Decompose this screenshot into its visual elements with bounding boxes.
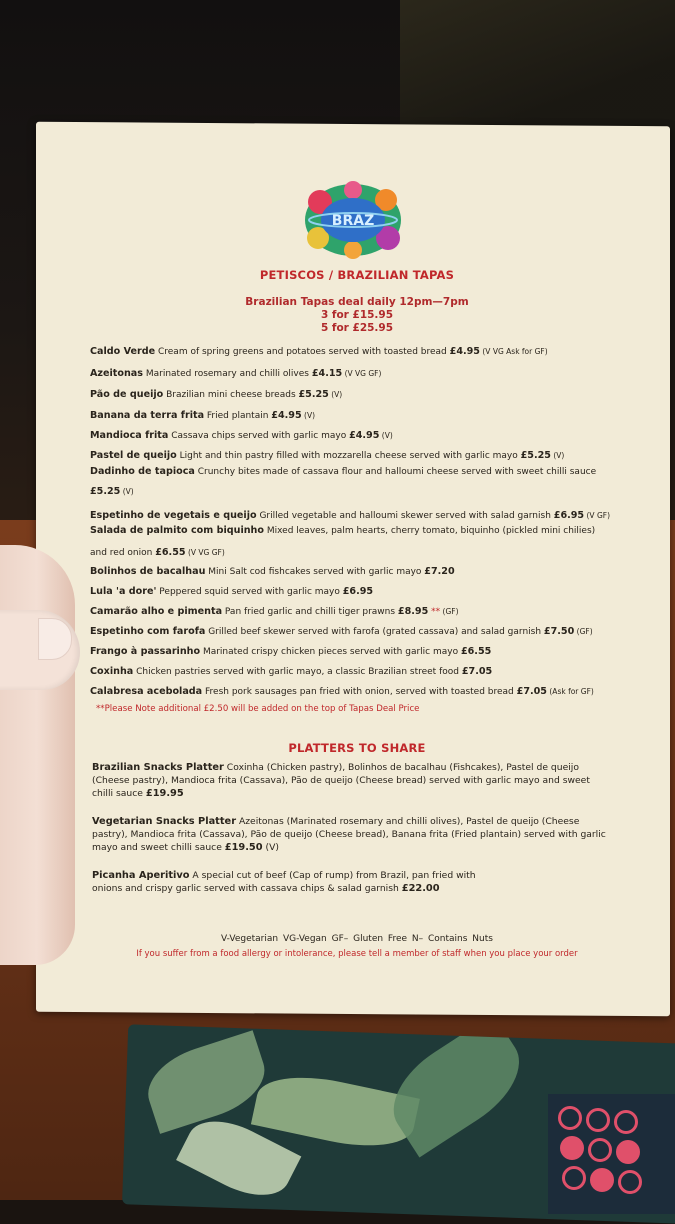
- menu-item: Banana da terra frita Fried plantain £4.95 (V): [90, 410, 316, 421]
- allergy-notice: If you suffer from a food allergy or intolerance, please tell a member of staff when you place your order: [136, 949, 578, 959]
- menu-item: Espetinho de vegetais e queijo Grilled vegetable and halloumi skewer served with salad garnish £6.95 (V GF): [90, 510, 611, 521]
- platter-item: Picanha Aperitivo A special cut of beef (Cap of rump) from Brazil, pan fried with onions and crispy garlic served with cassava chips & salad garnish £22.00: [92, 870, 476, 894]
- dietary-legend: V-Vegetarian VG-Vegan GF– Gluten Free N– Contains Nuts: [221, 934, 493, 944]
- deal-price-5: 5 for £25.95: [320, 322, 394, 334]
- restaurant-logo: [298, 180, 408, 260]
- platter-item: Brazilian Snacks Platter Coxinha (Chicken pastry), Bolinhos de bacalhau (Fishcakes), Pastel de queijo (Cheese pastry), Mandioca frita (Cassava), Pão de queijo (Cheese bread) served with garlic mayo and sweet chilli sauce £19.95: [92, 762, 590, 799]
- menu-item: Pastel de queijo Light and thin pastry filled with mozzarella cheese served with garlic mayo £5.25 (V): [90, 450, 565, 461]
- menu-item: Lula 'a dore' Peppered squid served with garlic mayo £6.95: [90, 586, 374, 597]
- menu-item: Azeitonas Marinated rosemary and chilli olives £4.15 (V VG GF): [90, 368, 382, 379]
- menu-item: Camarão alho e pimenta Pan fried garlic and chilli tiger prawns £8.95 ** (GF): [90, 606, 459, 617]
- menu-item: Caldo Verde Cream of spring greens and potatoes served with toasted bread £4.95 (V VG Ask for GF): [90, 346, 548, 357]
- menu-item: Coxinha Chicken pastries served with garlic mayo, a classic Brazilian street food £7.05: [90, 666, 493, 677]
- section-title-tapas: PETISCOS / BRAZILIAN TAPAS: [259, 268, 455, 282]
- menu-item: Calabresa acebolada Fresh pork sausages pan fried with onion, served with toasted bread £7.05 (Ask for GF): [90, 686, 594, 697]
- svg-text:BRAZ: BRAZ: [331, 213, 375, 229]
- deal-line: Brazilian Tapas deal daily 12pm—7pm: [245, 296, 469, 308]
- menu-item: Bolinhos de bacalhau Mini Salt cod fishcakes served with garlic mayo £7.20: [90, 566, 455, 577]
- menu-item: Mandioca frita Cassava chips served with garlic mayo £4.95 (V): [90, 430, 393, 441]
- menu-item: Dadinho de tapioca Crunchy bites made of cassava flour and halloumi cheese served with sweet chilli sauce £5.25 (V): [90, 466, 597, 497]
- patterned-card: [548, 1094, 675, 1214]
- background-chair: [400, 0, 675, 140]
- section-title-platters: PLATTERS TO SHARE: [288, 741, 426, 755]
- hand: [0, 545, 75, 965]
- deal-note: **Please Note additional £2.50 will be added on the top of Tapas Deal Price: [96, 704, 420, 714]
- menu-item: Pão de queijo Brazilian mini cheese breads £5.25 (V): [90, 389, 343, 400]
- menu-item: Espetinho com farofa Grilled beef skewer served with farofa (grated cassava) and salad garnish £7.50 (GF): [90, 626, 593, 637]
- deal-price-3: 3 for £15.95: [320, 309, 394, 321]
- menu-item: Frango à passarinho Marinated crispy chicken pieces served with garlic mayo £6.55: [90, 646, 492, 657]
- platter-item: Vegetarian Snacks Platter Azeitonas (Marinated rosemary and chilli olives), Pastel de queijo (Cheese pastry), Mandioca frita (Cassava), Pão de queijo (Cheese bread), Banana frita (Fried plantain) served with garlic mayo and sweet chilli sauce £19.50 (V): [92, 816, 606, 853]
- menu-item: Salada de palmito com biquinho Mixed leaves, palm hearts, cherry tomato, biquinho (pickled mini chilies) and red onion £6.55 (V VG GF): [90, 525, 596, 558]
